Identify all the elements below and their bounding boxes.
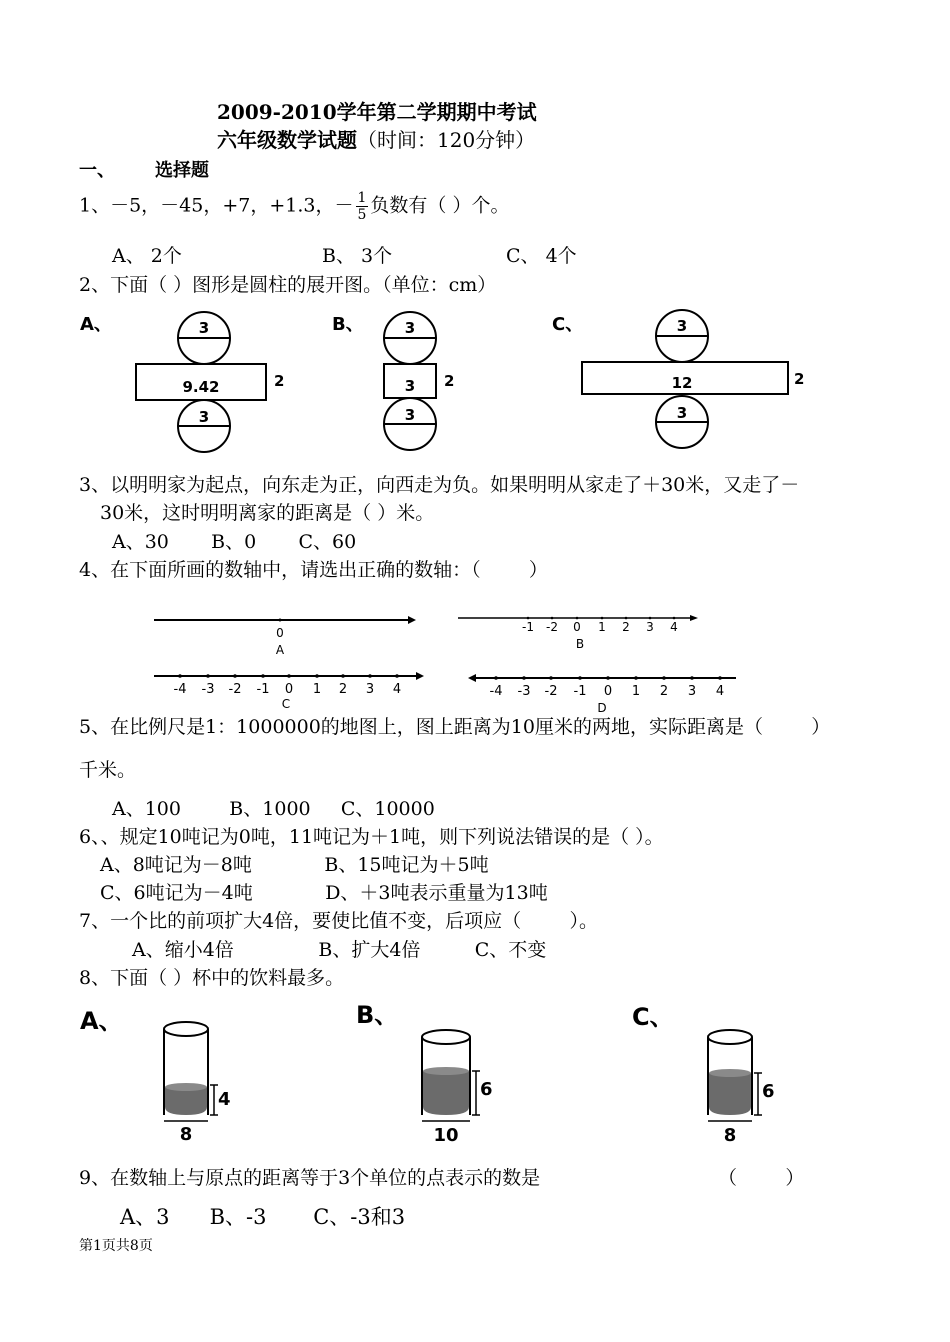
- axis-d-tick: 4: [715, 684, 725, 699]
- fig-c-top-label: 3: [676, 317, 688, 335]
- q1-option-c: C、 4个: [506, 245, 577, 267]
- axis-c-tick: 3: [365, 682, 375, 697]
- axis-d-ticks: [490, 676, 725, 699]
- number-lines-figure: [140, 600, 760, 720]
- axis-c-label: C: [281, 697, 291, 711]
- axis-c-tick: -4: [173, 682, 187, 697]
- section-number: 一、: [79, 160, 115, 181]
- axis-c-tick: 0: [284, 682, 294, 697]
- axis-b-tick: 0: [573, 620, 581, 634]
- cup-b: [422, 1030, 480, 1121]
- cup-c: [708, 1030, 762, 1121]
- fig-a-rect-label: 9.42: [182, 378, 220, 396]
- cups-figure: [70, 995, 790, 1150]
- frac-numerator: 1: [357, 190, 367, 206]
- question-4: 4、在下面所画的数轴中，请选出正确的数轴：（ ）: [79, 559, 548, 581]
- q6-options-row1: A、8吨记为－8吨 B、15吨记为＋5吨: [100, 854, 489, 876]
- fig-c-bottom-label: 3: [676, 404, 688, 422]
- question-2: 2、下面（ ）图形是圆柱的展开图。（单位：cm）: [79, 274, 497, 296]
- cup-b-diameter: 10: [433, 1125, 459, 1146]
- axis-b-tick: 1: [598, 620, 606, 634]
- q1-text-a: 1、－5，－45，+7，+1.3，－: [79, 194, 354, 217]
- subtitle-bold: 六年级数学试题: [217, 128, 357, 152]
- fig-b-label: B、: [332, 314, 364, 335]
- axis-b-tick: 3: [646, 620, 654, 634]
- fig-c-label: C、: [552, 314, 584, 335]
- axis-d-tick: -2: [544, 684, 558, 699]
- axis-a-zero: 0: [276, 626, 284, 640]
- q9-options: A、3 B、-3 C、-3和3: [120, 1205, 406, 1229]
- axis-a-arrow: [408, 616, 416, 624]
- q5-options: A、100 B、1000 C、10000: [112, 798, 435, 820]
- axis-c-tick: 1: [312, 682, 322, 697]
- axis-b-tick: 4: [670, 620, 678, 634]
- fig-a-side-label: 2: [274, 372, 285, 390]
- axis-c-tick: 4: [392, 682, 402, 697]
- frac-denominator: 5: [357, 207, 367, 223]
- axis-c-arrow: [416, 672, 424, 680]
- question-7: 7、一个比的前项扩大4倍，要使比值不变，后项应（ ）。: [79, 910, 598, 932]
- axis-d-tick: -3: [517, 684, 531, 699]
- axis-d-tick: -1: [573, 684, 587, 699]
- q6-options-row2: C、6吨记为－4吨 D、＋3吨表示重量为13吨: [100, 882, 548, 904]
- cup-a-label: A、: [80, 1007, 123, 1035]
- page-number: 第1页共8页: [79, 1238, 153, 1254]
- cup-b-label: B、: [356, 1001, 399, 1029]
- cup-a: [164, 1022, 218, 1121]
- q7-options: A、缩小4倍 B、扩大4倍 C、不变: [132, 939, 547, 961]
- fraction: [356, 190, 369, 223]
- fig-b-bottom-label: 3: [404, 406, 416, 424]
- axis-a-label: A: [275, 643, 285, 657]
- cup-c-diameter: 8: [723, 1125, 737, 1146]
- fig-a-top-label: 3: [198, 319, 210, 337]
- cup-c-height: 6: [762, 1081, 775, 1102]
- fig-b-top-label: 3: [404, 319, 416, 337]
- q1-text-b: 负数有（ ）个。: [370, 194, 510, 217]
- axis-b-ticks: [522, 617, 678, 634]
- fig-a-bottom-label: 3: [198, 408, 210, 426]
- question-3-line1: 3、以明明家为起点，向东走为正，向西走为负。如果明明从家走了＋30米，又走了－: [79, 474, 800, 496]
- question-9: 9、在数轴上与原点的距离等于3个单位的点表示的数是: [79, 1167, 541, 1189]
- question-1: [79, 190, 509, 223]
- axis-c-ticks: [174, 674, 402, 697]
- axis-c-tick: -2: [228, 682, 242, 697]
- axis-d-tick: 3: [687, 684, 697, 699]
- axis-d-label: D: [597, 701, 607, 715]
- axis-b-tick: -2: [546, 620, 558, 634]
- axis-c-tick: 2: [338, 682, 348, 697]
- cup-c-label: C、: [632, 1003, 674, 1031]
- question-5-line2: 千米。: [79, 759, 137, 781]
- exam-title: 2009-2010学年第二学期期中考试: [217, 100, 537, 124]
- fig-c-rect-label: 12: [671, 374, 693, 392]
- question-6: 6、、规定10吨记为0吨，11吨记为＋1吨，则下列说法错误的是（ ）。: [79, 826, 664, 848]
- axis-d-arrow: [468, 674, 476, 682]
- axis-d-tick: 2: [659, 684, 669, 699]
- fig-b-side-label: 2: [444, 372, 455, 390]
- axis-b-arrow: [690, 615, 698, 621]
- question-8: 8、下面（ ）杯中的饮料最多。: [79, 967, 345, 989]
- section-title: 选择题: [155, 160, 209, 181]
- axis-b-tick: -1: [522, 620, 534, 634]
- cup-a-height: 4: [218, 1089, 231, 1110]
- cylinder-nets-figure: [70, 300, 830, 460]
- axis-c-tick: -1: [256, 682, 270, 697]
- cup-b-height: 6: [480, 1079, 493, 1100]
- fig-a-label: A、: [80, 314, 112, 335]
- axis-b-label: B: [575, 637, 585, 651]
- q1-option-b: B、 3个: [322, 245, 393, 267]
- q3-options: A、30 B、0 C、60: [112, 531, 357, 553]
- question-5-line1: 5、在比例尺是1：1000000的地图上，图上距离为10厘米的两地，实际距离是（ ）: [79, 716, 831, 738]
- axis-d-tick: 0: [603, 684, 613, 699]
- cup-a-diameter: 8: [179, 1124, 193, 1145]
- axis-d-tick: -4: [489, 684, 503, 699]
- axis-d-tick: 1: [631, 684, 641, 699]
- q1-option-a: A、 2个: [112, 245, 182, 267]
- q9-answer-paren: （ ）: [718, 1167, 805, 1189]
- subtitle-time: （时间：120分钟）: [357, 128, 536, 152]
- fig-c-side-label: 2: [794, 370, 805, 388]
- section-heading: [79, 156, 209, 182]
- exam-subtitle: [217, 124, 535, 153]
- axis-c-tick: -3: [201, 682, 215, 697]
- axis-b-tick: 2: [622, 620, 630, 634]
- question-3-line2: 30米，这时明明离家的距离是（ ）米。: [100, 502, 435, 524]
- fig-b-rect-label: 3: [404, 377, 416, 395]
